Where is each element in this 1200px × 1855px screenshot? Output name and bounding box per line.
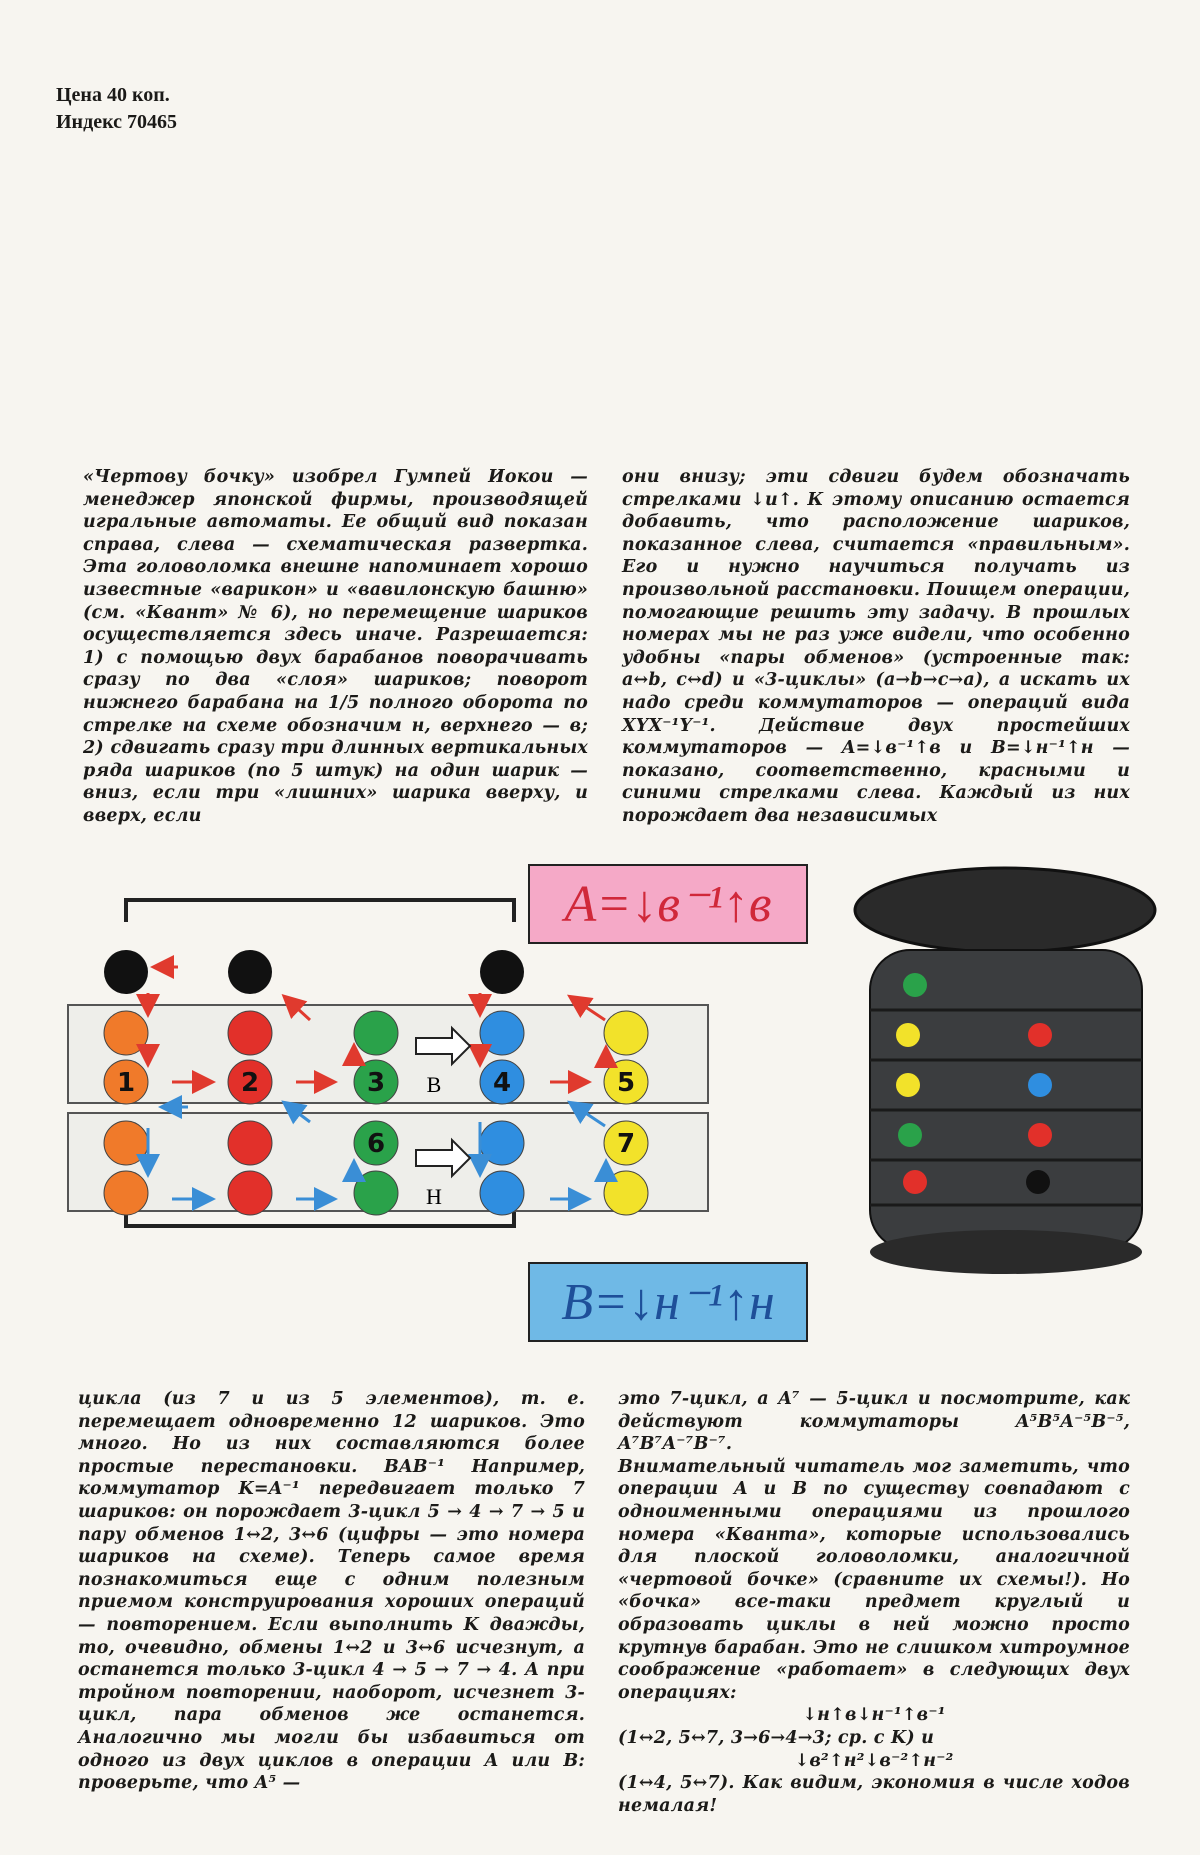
- barrel-base: [870, 1230, 1142, 1274]
- paragraph: цикла (из 7 и из 5 элементов), т. е. перемещает одновременно 12 шариков. Это много. Но из них составляются более простые перестановки. BAB⁻¹ Например, коммутатор K=A⁻¹ передвигает только 7 шариков: он порождает 3-цикл 5 → 4 → 7 → 5 и пару обменов 1↔2, 3↔6 (цифры — это номера шариков на схеме). Теперь самое время познакомиться еще с одним полезным приемом конструирования хороших операций — повторением. Если выполнить K дважды, то, очевидно, обмены 1↔2 и 3↔6 исчезнут, а останется только 3-цикл 4 → 5 → 7 → 4. А при тройном повторении, наоборот, исчезнет 3-цикл, пара обменов же останется. Аналогично мы могли бы избавиться от одного из двух циклов в операции A или B: проверьте, что A⁵ —: [78, 1389, 585, 1794]
- paragraph: (1↔4, 5↔7). Как видим, экономия в числе ходов немалая!: [618, 1773, 1130, 1816]
- ball-number: 6: [366, 1129, 386, 1159]
- formula-b-box: [528, 1262, 808, 1342]
- barrel-ball: [1028, 1073, 1052, 1097]
- barrel-lid: [855, 868, 1155, 952]
- blue-ball: [480, 1121, 524, 1165]
- red-ball: [228, 1121, 272, 1165]
- price-label: Цена 40 коп.: [56, 84, 170, 106]
- article-column-2: [622, 466, 1130, 828]
- paragraph: «Чертову бочку» изобрел Гумпей Иокои — менеджер японской фирмы, производящей игральные автоматы. Ее общий вид показан справа, слева — схематическая развертка. Эта головоломка внешне напоминает хорошо известные «варикон» и «вавилонскую башню» (см. «Квант» № 6), но перемещение шариков осуществляется здесь иначе. Разрешается: 1) с помощью двух барабанов поворачивать сразу по два «слоя» шариков; поворот нижнего барабана на 1/5 полного оборота по стрелке на схеме обозначим н, верхнего — в; 2) сдвигать сразу три длинных вертикальных ряда шариков (по 5 штук) на один шарик — вниз, если три «лишних» шарика вверху, и вверх, если: [83, 467, 588, 826]
- barrel-ball: [1026, 1170, 1050, 1194]
- barrel-ball: [903, 1170, 927, 1194]
- paragraph: Внимательный читатель мог заметить, что операции A и B по существу совпадают с одноименными операциями из прошлого номера «Кванта», которые использовались для плоской головоломки, аналогичной «чертовой бочке» (сравните их схемы!). Но «бочка» все-таки предмет круглый и образовать циклы в ней можно просто крутнув барабан. Это не слишком хитроумное соображение «работает» в следующих двух операциях:: [618, 1456, 1130, 1703]
- article-column-1: [83, 466, 588, 828]
- yellow-ball: [604, 1011, 648, 1055]
- blue-ball: [480, 1171, 524, 1215]
- barrel-ball: [896, 1023, 920, 1047]
- formula-b: B=↓н⁻¹↑н: [561, 1274, 775, 1331]
- formula-a-box: [528, 864, 808, 944]
- black-ball: [480, 950, 524, 994]
- yellow-ball: [604, 1171, 648, 1215]
- orange-ball: [104, 1121, 148, 1165]
- green-ball: [354, 1011, 398, 1055]
- ball-number: 4: [492, 1068, 512, 1098]
- ball-number: 1: [116, 1068, 136, 1098]
- orange-ball: [104, 1011, 148, 1055]
- black-ball: [104, 950, 148, 994]
- paragraph: они внизу; эти сдвиги будем обозначать стрелками ↓и↑. К этому описанию остается добавить, что расположение шариков, показанное слева, считается «правильным». Его и нужно научиться получать из произвольной расстановки. Поищем операции, помогающие решить эту задачу. В прошлых номерах мы не раз уже видели, что особенно удобны «пары обменов» (устроенные так: a↔b, c↔d) и «3-циклы» (a→b→c→a), а искать их надо среди коммутаторов — операций вида XYX⁻¹Y⁻¹. Действие двух простейших коммутаторов — A=↓в⁻¹↑в и B=↓н⁻¹↑н — показано, соответственно, красными и синими стрелками слева. Каждый из них порождает два независимых: [622, 467, 1130, 826]
- formula-line: ↓н↑в↓н⁻¹↑в⁻¹: [802, 1705, 946, 1726]
- barrel-ball: [898, 1123, 922, 1147]
- article-column-4: [618, 1388, 1130, 1817]
- index-label: Индекс 70465: [56, 111, 177, 133]
- barrel-ball: [903, 973, 927, 997]
- blue-ball: [480, 1011, 524, 1055]
- red-ball: [228, 1011, 272, 1055]
- green-ball: [354, 1171, 398, 1215]
- ball-number: 7: [616, 1129, 636, 1159]
- paragraph: (1↔2, 5↔7, 3→6→4→3; ср. с K) и: [618, 1727, 935, 1748]
- orange-ball: [104, 1171, 148, 1215]
- ball-number: 3: [366, 1068, 386, 1098]
- top-bracket: [126, 900, 514, 922]
- arrow-label-top: В: [426, 1072, 442, 1097]
- barrel-ball: [1028, 1123, 1052, 1147]
- price-block: [56, 82, 177, 136]
- arrow-label-bottom: Н: [426, 1184, 442, 1209]
- black-ball: [228, 950, 272, 994]
- barrel-ball: [896, 1073, 920, 1097]
- barrel-photo: [840, 860, 1170, 1280]
- red-ball: [228, 1171, 272, 1215]
- puzzle-figure: [60, 860, 1170, 1340]
- barrel-ball: [1028, 1023, 1052, 1047]
- paragraph: это 7-цикл, а A⁷ — 5-цикл и посмотрите, как действуют коммутаторы A⁵B⁵A⁻⁵B⁻⁵, A⁷B⁷A⁻⁷B⁻⁷.: [618, 1389, 1130, 1455]
- formula-a: A=↓в⁻¹↑в: [564, 876, 772, 933]
- article-column-3: [78, 1388, 585, 1795]
- formula-line: ↓в²↑н²↓в⁻²↑н⁻²: [794, 1750, 954, 1771]
- ball-number: 2: [240, 1068, 260, 1098]
- ball-number: 5: [616, 1068, 636, 1098]
